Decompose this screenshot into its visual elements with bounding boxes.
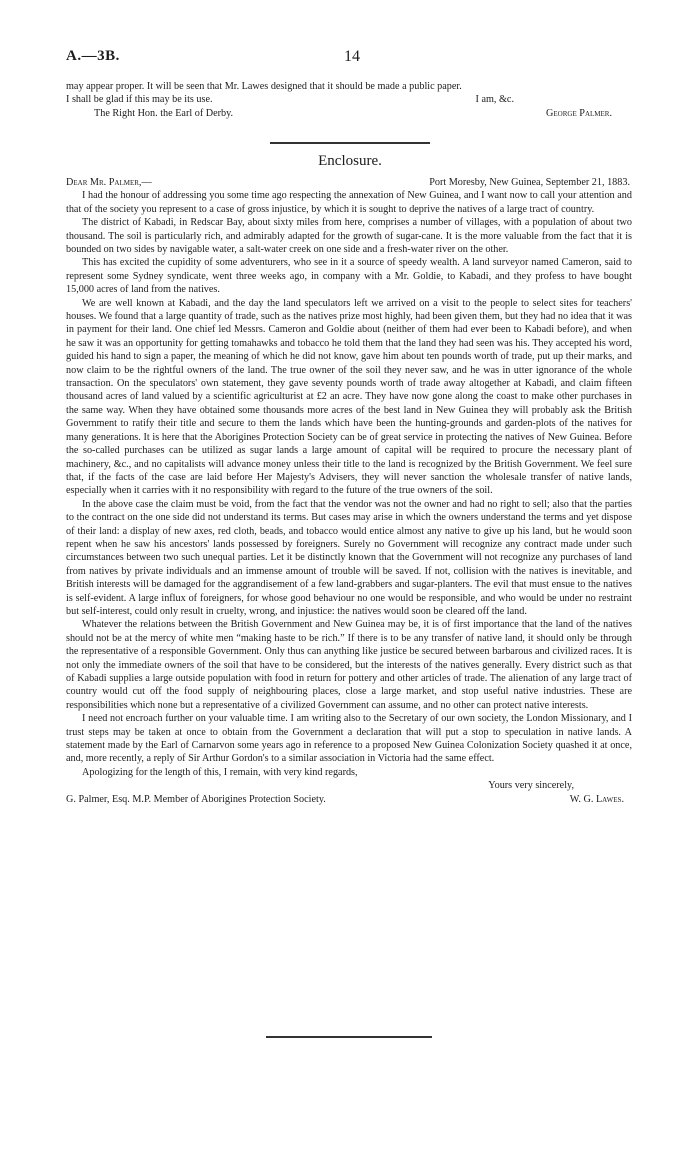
salutation-line [66, 176, 632, 189]
intro-line [66, 93, 632, 106]
letter-paragraph: This has excited the cupidity of some adventurers, who see in it a source of speedy wealth. A land surveyor named Cameron, said to represent some Sydney syndicate, went three weeks ago, in company with a Mr. Goldie, to Kabadi, and they profess to have bought 15,000 acres of land from the natives. [66, 257, 632, 296]
document-reference: A.—3B. [66, 48, 120, 64]
place-date: Port Moresby, New Guinea, September 21, 1883. [429, 177, 630, 188]
page-header [66, 48, 634, 72]
letter-paragraph: I had the honour of addressing you some time ago respecting the annexation of New Guinea, and I want now to call your attention and that of the society you represent to a case of gross injustice, by which it is sought to deprive the natives of a large tract of country. [66, 190, 632, 215]
letter-paragraph: Whatever the relations between the British Government and New Guinea may be, it is of first importance that the land of the natives should not be at the mercy of white men “making haste to be rich.” If there is to be any transfer of native land, it should only be through the representative of a responsible Government. Only thus can anything like justice be secured between barbarous and civilized races. It is not only the immediate owners of the soil that have to be considered, but the interests of the natives generally. Every district such as that of Kabadi supplies a large outside population with food in return for pottery and other articles of trade. The alienation of any large tract of country would cut off the food supply of neighbouring places, close a large market, and stop useful native industries. These are responsibilities which none but a representative of a civilized Government can assume, and no other can protect native interests. [66, 619, 632, 711]
letter-paragraph: Apologizing for the length of this, I remain, with very kind regards, [82, 766, 358, 778]
letter-paragraph: We are well known at Kabadi, and the day the land speculators left we arrived on a visit to the people to select sites for teachers' houses. We found that a large quantity of trade, such as the natives prize most highly, had been given them, but they had no idea that it was in payment for their land. One chief led Messrs. Cameron and Goldie about (neither of them had ever been to Kabadi before), and when he saw it was an opportunity for getting tomahawks and tobacco he told them that the land they had seen was his. They accepted his word, guided his hand to sign a paper, the meaning of which he did not know, gave him about ten pounds worth of trade, put up their marks, and now claim to be the rightful owners of the land. The true owner of the soil they never saw, and he was in utter ignorance of the whole transaction. On the speculators' own statement, they gave seventy pounds worth of trade away altogether at Kabadi, and claim fifteen thousand acres of land valued by a scientific agriculturist at £2 an acre. They have now gone along the coast to make other purchases in the same way. When they have obtained some thousands more acres of the best land in New Guinea they will probably ask the British Government to ratify their title and secure to them the lands which have been the hunting-grounds and garden-plots of the natives for many generations. It is here that the Aborigines Protection Society can be of great service in protecting the natives of New Guinea. Before the so-called purchases can be utilized as sugar lands a large amount of capital will be required to procure the necessary plant of machinery, &c., and no capitalists will advance money unless their title to the land is recognized by the British Government. We feel sure that, if the facts of the case are laid before Her Majesty's Advisers, they will never sanction the wholesale transfer of native lands, especially when it carries with it no responsibility with regard to the future of the true owners of the soil. [66, 297, 632, 497]
signature-line [66, 793, 632, 806]
intro-line [66, 80, 632, 93]
intro-text: I shall be glad if this may be its use. [66, 94, 213, 106]
intro-recipient: The Right Hon. the Earl of Derby. [94, 107, 234, 119]
letter-paragraph: In the above case the claim must be void, from the fact that the vendor was not the owner and had no right to sell; also that the parties to the contract on the one side did not understand its terms. But cases may arise in which the owners understand the terms and yet dispose of their land: a display of new axes, red cloth, beads, and tobacco would entice almost any native to give up his land, but he would soon repent when he saw his ancestors' lands possessed by foreigners. Surely no Government will recognize any contract made under such circumstances between two such unequal parties. Let it be distinctly known that the Government will not recognize any purchases of land from natives by private individuals and an immense amount of trouble will be saved. If not, collision with the natives is inevitable, and British interests will be damaged for the aggrandisement of a few land-grabbers and sugar-planters. The evil that must ensue to the natives is self-evident. A large influx of foreigners, for whose good behaviour no one would be responsible, and who would be under no restraint but self-interest, could only result in cruelty, wrong, and injustice: the natives would soon be cleared off the land. [66, 498, 632, 617]
addressee: G. Palmer, Esq. M.P. Member of Aborigines Protection Society. [66, 793, 326, 805]
letter-paragraph: I need not encroach further on your valuable time. I am writing also to the Secretary of our own society, the London Missionary, and I trust steps may be taken at once to obtain from the Government a declaration that will put a stop to speculation in native lands. A statement made by the Earl of Carnarvon some years ago in reference to a proposed New Guinea Colonization Society quashed it at once, and, more recently, a reply of Sir Arthur Gordon's to a similar association in Victoria had the same effect. [66, 713, 632, 765]
intro-line [66, 107, 632, 120]
intro-block [66, 80, 632, 120]
enclosure-title: Enclosure. [318, 153, 382, 169]
section-divider [270, 142, 430, 144]
intro-sender: George Palmer. [546, 107, 612, 119]
closing: Yours very sincerely, [488, 780, 574, 792]
letter-paragraph: The district of Kabadi, in Redscar Bay, about sixty miles from here, comprises a number of villages, with a population of about two thousand. The soil is particularly rich, and admirably adapted for the growth of sugar-cane. It is the more valuable from the fact that it is bounded on two sides by navigable water, a salt-water creek on one side and a fresh-water river on the other. [66, 217, 632, 256]
salutation: Dear Mr. Palmer,— [66, 177, 152, 188]
intro-complimentary-close: I am, &c. [475, 94, 514, 106]
intro-text: may appear proper. It will be seen that Mr. Lawes designed that it should be made a public paper. [66, 81, 462, 92]
page-number: 14 [344, 48, 360, 65]
signature: W. G. Lawes. [569, 793, 624, 805]
closing-line [66, 779, 632, 792]
enclosure-letter [66, 176, 632, 806]
end-divider [266, 1036, 432, 1038]
